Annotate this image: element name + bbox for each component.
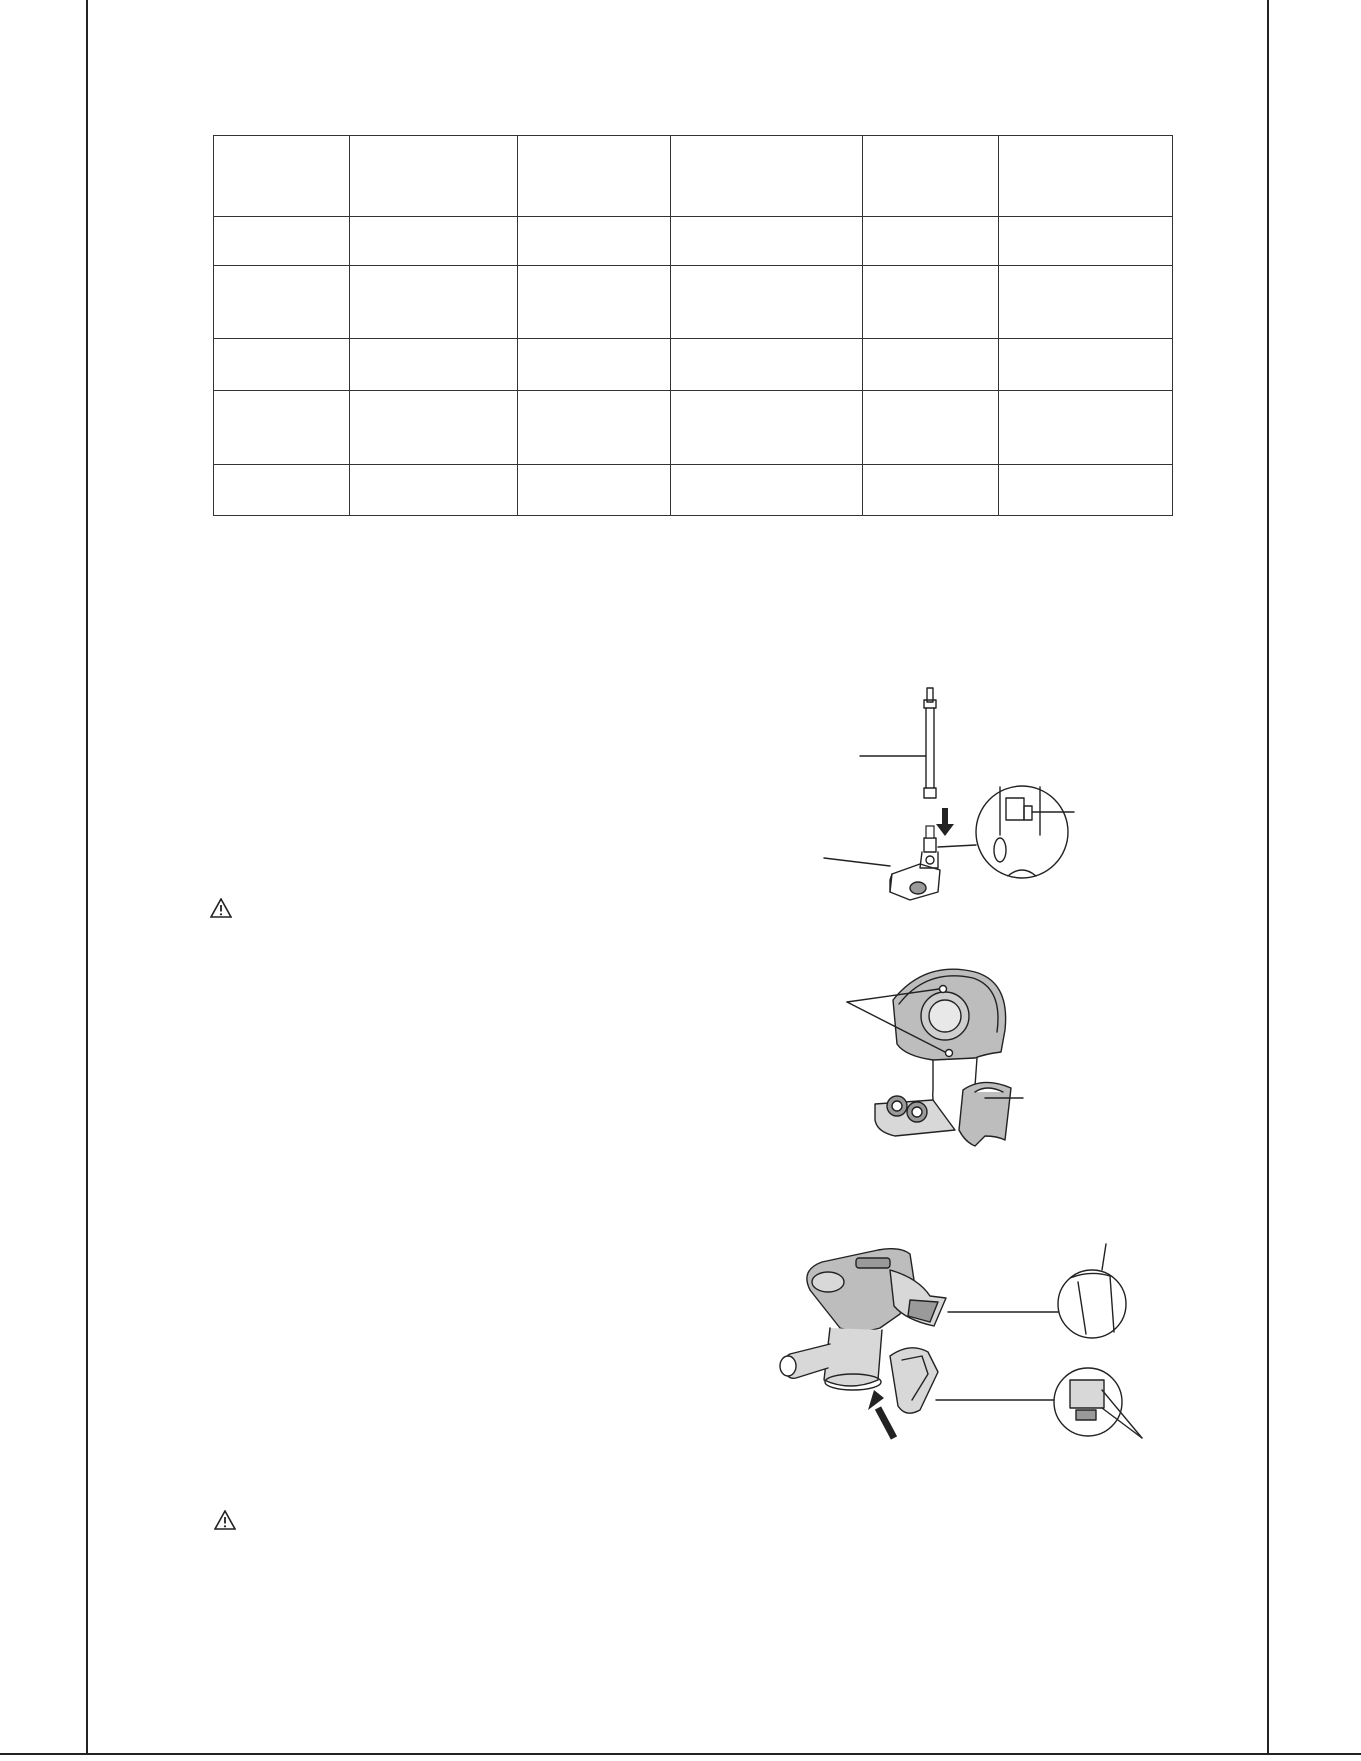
table-row [214, 217, 1173, 266]
table-cell [214, 391, 350, 465]
dust-bin [824, 1328, 882, 1386]
table-cell [999, 339, 1173, 391]
table-cell [518, 217, 671, 266]
table-cell [999, 217, 1173, 266]
table-cell [999, 391, 1173, 465]
table-cell [350, 136, 518, 217]
table-cell [671, 217, 863, 266]
table-row [214, 266, 1173, 339]
table-cell [214, 339, 350, 391]
table-row [214, 339, 1173, 391]
table-cell [518, 339, 671, 391]
table-row [214, 465, 1173, 516]
table-cell [671, 391, 863, 465]
table-cell [214, 217, 350, 266]
table-cell [999, 465, 1173, 516]
table-cell [518, 465, 671, 516]
table-cell [863, 391, 999, 465]
table-cell [671, 266, 863, 339]
table-cell [863, 465, 999, 516]
arrow-down-icon [936, 808, 954, 836]
dust-container-figure [770, 1240, 1145, 1470]
table-cell [350, 465, 518, 516]
table-cell [671, 136, 863, 217]
extension-tube [926, 708, 934, 788]
table-cell [863, 136, 999, 217]
table-row [214, 136, 1173, 217]
table-cell [214, 136, 350, 217]
table-cell [350, 391, 518, 465]
warning-triangle-icon [210, 898, 232, 918]
table-cell [671, 465, 863, 516]
table-cell [214, 266, 350, 339]
table-cell [214, 465, 350, 516]
table-cell [863, 339, 999, 391]
table-cell [350, 217, 518, 266]
table-cell [999, 136, 1173, 217]
tube-floor-brush-figure [820, 680, 1100, 910]
table-cell [518, 391, 671, 465]
table-cell [999, 266, 1173, 339]
warning-triangle-icon [214, 1510, 236, 1530]
table-cell [863, 217, 999, 266]
page-bottom-rule [0, 1753, 1361, 1755]
detail-circle [1058, 1270, 1126, 1338]
detail-circle [976, 786, 1068, 878]
table-cell [518, 136, 671, 217]
table-cell [350, 266, 518, 339]
table-cell [671, 339, 863, 391]
table-row [214, 391, 1173, 465]
arrow-up-icon [868, 1390, 894, 1438]
specification-table [213, 135, 1173, 516]
wall-mount-bracket-figure [835, 960, 1065, 1160]
table-cell [350, 339, 518, 391]
table-cell [518, 266, 671, 339]
table-cell [863, 266, 999, 339]
